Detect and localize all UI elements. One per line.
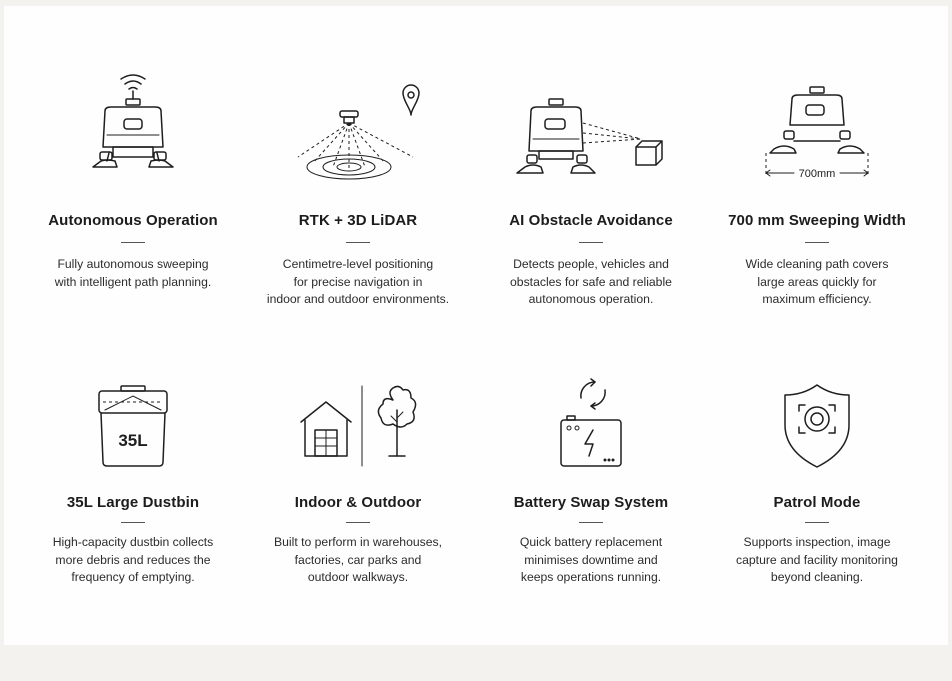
feature-description: Built to perform in warehouses, factories, car parks and outdoor walkways. <box>274 535 442 584</box>
width-label: 700mm <box>798 168 836 180</box>
dustbin-icon <box>20 376 246 476</box>
feature-description: Detects people, vehicles and obstacles for safe and reliable autonomous operation. <box>510 257 672 306</box>
feature-description: Wide cleaning path covers large areas quickly for maximum efficiency. <box>745 257 889 306</box>
title-divider <box>579 242 603 243</box>
title-divider <box>579 522 603 523</box>
title-divider <box>121 242 145 243</box>
feature-description: Fully autonomous sweeping with intelligent path planning. <box>54 257 212 289</box>
battery-swap-icon <box>478 372 704 476</box>
title-divider <box>805 242 829 243</box>
sweeping-width-icon <box>704 80 930 190</box>
robot-obstacle-icon <box>478 88 704 188</box>
robot-wifi-icon <box>20 64 246 184</box>
features-panel <box>4 6 948 645</box>
feature-title: 700 mm Sweeping Width <box>728 212 906 229</box>
feature-title: Battery Swap System <box>513 494 669 511</box>
feature-title: AI Obstacle Avoidance <box>509 212 673 229</box>
title-divider <box>346 242 370 243</box>
feature-title: Indoor & Outdoor <box>294 494 422 511</box>
title-divider <box>805 522 829 523</box>
bin-label: 35L <box>118 431 148 450</box>
title-divider <box>346 522 370 523</box>
lidar-location-icon <box>245 80 471 190</box>
title-divider <box>121 522 145 523</box>
warehouse-tree-icon <box>245 376 471 476</box>
feature-description: Supports inspection, image capture and facility monitoring beyond cleaning. <box>736 535 898 584</box>
shield-camera-icon <box>704 376 930 476</box>
feature-description: Centimetre-level positioning for precise navigation in indoor and outdoor environments. <box>266 257 450 306</box>
feature-title: 35L Large Dustbin <box>66 494 200 511</box>
feature-description: Quick battery replacement minimises downtime and keeps operations running. <box>519 535 663 584</box>
feature-title: RTK + 3D LiDAR <box>298 212 418 229</box>
feature-description: High-capacity dustbin collects more debris and reduces the frequency of emptying. <box>52 535 214 584</box>
feature-title: Patrol Mode <box>773 494 861 511</box>
feature-title: Autonomous Operation <box>48 212 218 229</box>
